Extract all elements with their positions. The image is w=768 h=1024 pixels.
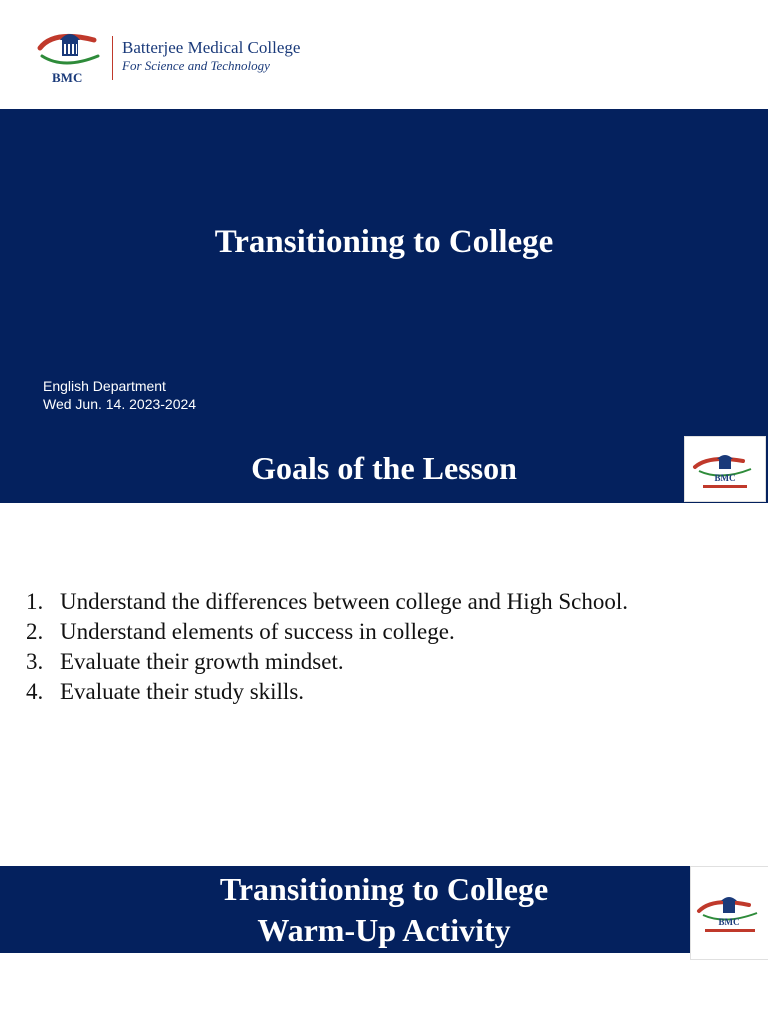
department-label: English Department — [43, 378, 166, 394]
slide-title — [0, 0, 768, 503]
list-item — [26, 587, 628, 617]
date-label: Wed Jun. 14. 2023-2024 — [43, 396, 197, 412]
bmc-emblem-icon — [685, 437, 765, 501]
corner-logo — [690, 866, 768, 960]
college-logo — [34, 26, 324, 90]
goal-text: Understand elements of success in college. — [60, 619, 455, 644]
goals-list — [26, 587, 628, 707]
warmup-title-line2: Warm-Up Activity — [257, 912, 511, 948]
goal-number: 1. — [26, 589, 44, 614]
svg-text:BMC: BMC — [718, 917, 740, 927]
goal-number: 2. — [26, 619, 44, 644]
college-name: Batterjee Medical College — [122, 38, 301, 57]
slide-subtitle — [43, 377, 196, 413]
college-tagline: For Science and Technology — [122, 58, 270, 73]
list-item — [26, 617, 628, 647]
logo-divider — [112, 36, 113, 80]
corner-logo — [684, 436, 766, 502]
list-item — [26, 677, 628, 707]
slide-title-text: Transitioning to College — [214, 224, 554, 260]
svg-text:BMC: BMC — [714, 473, 736, 483]
goal-number: 4. — [26, 679, 44, 704]
logo-abbreviation: BMC — [52, 70, 83, 85]
goal-text: Understand the differences between college and High School. — [60, 589, 628, 614]
list-item — [26, 647, 628, 677]
bmc-emblem-icon — [691, 867, 768, 959]
goals-title: Goals of the Lesson — [251, 450, 517, 486]
goal-number: 3. — [26, 649, 44, 674]
warmup-title-line1: Transitioning to College — [219, 871, 549, 907]
goal-text: Evaluate their growth mindset. — [60, 649, 344, 674]
goal-text: Evaluate their study skills. — [60, 679, 305, 704]
